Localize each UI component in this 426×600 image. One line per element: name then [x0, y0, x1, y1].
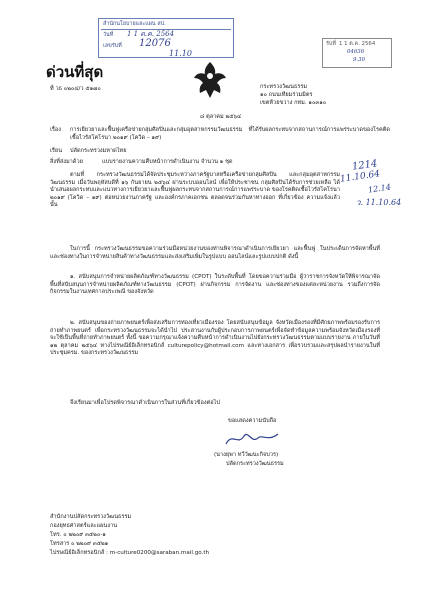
handwritten-number-3: 12.14: [367, 182, 392, 195]
stamp-right-time: 9.30: [353, 57, 366, 63]
signature: [222, 428, 282, 450]
sender-line-3: เขตห้วยขวาง กทม. ๑๐๓๑๐: [260, 100, 327, 106]
stamp-right-number: 04636: [347, 49, 365, 55]
paragraph-background: ตามที่ กระทรวงวัฒนธรรมได้จัดประชุมระหว่างภาครัฐบาลหรือเครือข่ายกลุ่มศิลปิน และกลุ่มอุตสาหกรรมวัฒนธรรม เมื่อวันพฤหัสบดีที่ ๑๖ กันยายน ๒๕๖๔ ผ่านระบบออนไลน์ เพื่อให้ประชาชน กลุ่มศิลปินได้รับการช่วยเหลือ ได้นำเสนอผลกระทบและแนวทางการเยียวยาและฟื้นฟูผลกระทบจากสถานการณ์การแพร่ระบาด ของโรคติดเชื้อไวรัสโคโรนา ๒๐๑๙ (โควิด – ๑๙) ต่อหน่วยงานภาครัฐ และองค์กรภาคเอกชน ตลอดจนร่วมกันหาทางออก ที่เกี่ยวข้อง ความแจ้งแล้ว นั้น: [50, 172, 340, 209]
stamp-right-label: รับที่: [326, 41, 336, 47]
handwritten-number-1: 1214: [351, 158, 379, 173]
stamp-receive-label: เลขรับที่: [103, 43, 122, 49]
document-date: ๘ ตุลาคม ๒๕๖๔: [200, 114, 242, 120]
subject-label: เรื่อง: [50, 127, 62, 133]
paragraph-closing-request: จึงเรียนมาเพื่อโปรดพิจารณาดำเนินการในส่วนที่เกี่ยวข้องต่อไป: [70, 400, 220, 406]
urgent-label: ด่วนที่สุด: [46, 63, 104, 81]
footer-phone: โทร. ๐ ๒๒๐๙ ๓๕๒๐-๑: [50, 532, 106, 538]
subject-text: การเยียวยาและฟื้นฟูเครือข่ายกลุ่มศิลปินและกลุ่มอุตสาหกรรมวัฒนธรรม ที่ได้รับผลกระทบจากสถานการณ์การแพร่ระบาดของโรคติดเชื้อไวรัสโคโรนา ๒๐๑๙ (โควิด – ๑๙): [70, 127, 390, 141]
stamp-date-label: วันที่: [103, 32, 114, 38]
handwritten-number-2: 11.10.64: [339, 169, 381, 185]
receive-stamp-left: [98, 18, 234, 58]
footer-email: ไปรษณีย์อิเล็กทรอนิกส์ : m-culture0200@saraban.mail.go.th: [50, 550, 210, 556]
stamp-time-value: 11.10: [169, 49, 192, 58]
stamp-right-date: 1 1 ต.ค. 2564: [339, 41, 376, 47]
footer-office: สำนักงานปลัดกระทรวงวัฒนธรรม: [50, 514, 132, 520]
to-label: เรียน: [50, 148, 63, 154]
paragraph-item-1: ๑. สนับสนุนการจำหน่ายผลิตภัณฑ์ทางวัฒนธรรม (CPOT) ในระดับพื้นที่ โดยขอความร่วมมือ ผู้ว่าราชการจังหวัดให้พิจารณาจัดพื้นที่สนับสนุนการจำหน่ายผลิตภัณฑ์ทางวัฒนธรรม (CPOT) ผ่านกิจกรรม การจัดงาน และช่องทางของแต่ละหน่วยงาน รวมถึงการจัดกิจกรรมในงานเทศกาลประเพณี ของจังหวัด: [50, 274, 380, 296]
footer-division: กองยุทธศาสตร์และแผนงาน: [50, 523, 118, 529]
closing-greeting: ขอแสดงความนับถือ: [228, 418, 277, 424]
stamp-receive-value: 12076: [139, 38, 171, 49]
garuda-emblem: [192, 60, 228, 100]
to-text: ปลัดกระทรวงมหาดไทย: [70, 148, 127, 154]
attachment-text: แบบรายงานความคืบหน้าการดำเนินงาน จำนวน ๑ ชุด: [102, 159, 233, 165]
sender-line-1: กระทรวงวัฒนธรรม: [260, 84, 308, 90]
sender-line-2: ๑๐ ถนนเทียมร่วมมิตร: [260, 92, 313, 98]
attachment-label: สิ่งที่ส่งมาด้วย: [50, 159, 83, 165]
stamp-office: สำนักนโยบายและแผน สป.: [103, 21, 166, 27]
stamp-date-value: 1 1 ต.ค. 2564: [127, 30, 175, 38]
paragraph-request: ในการนี้ กระทรวงวัฒนธรรมขอความร่วมมือหน่วยงานของท่านพิจารณาดำเนินการเยียวยา และฟื้นฟู ในประเด็นการจัดหาพื้นที่และช่องทางในการจำหน่ายสินค้าทางวัฒนธรรมและส่งเสริมเพิ่มในรูปแบบ ออนไลน์และรูปแบบปกติ ดังนี้: [50, 246, 380, 260]
signer-name: (นางยุพา ทวีวัฒนะกิจบวร): [214, 452, 279, 458]
paragraph-item-2: ๒. สนับสนุนของถ่ายภาพยนตร์เพื่อส่งเสริมการท่องเที่ยวเมืองรอง โดยสนับสนุนข้อมูล จังหวัดเมืองรองที่มีศักยภาพพร้อมรองรับการถ่ายทำภาพยนตร์ เพื่อกระทรวงวัฒนธรรมจะได้นำไป ประสานงานกับผู้ประกอบการภาพยนตร์เพื่อจัดทำข้อมูลความพร้อมจังหวัดเมืองรองที่จะใช้เป็นพื้นที่ถ่ายทำภาพยนตร์ ทั้งนี้ ขอความกรุณาแจ้งความคืบหน้าการดำเนินงานไปยังกระทรวงวัฒนธรรมตามแบบรายงาน ภายในวันที่ ๑๒ ตุลาคม ๒๕๖๔ ทางไปรษณีย์อิเล็กทรอนิกส์ culturepolicy@hotmail.com และทางเอกสาร เพื่อรวบรวมและสรุปผลนำรายงานในที่ประชุมครม. ของกระทรวงวัฒนธรรม: [50, 320, 380, 357]
handwritten-date-note: ว. 11.10.64: [356, 198, 402, 207]
receive-stamp-right: [322, 38, 392, 68]
signer-title: ปลัดกระทรวงวัฒนธรรม: [226, 461, 284, 467]
footer-fax: โทรสาร ๐ ๒๒๐๙ ๓๕๒๑: [50, 541, 109, 547]
document-number: ที่ วธ ๐๒๐๔/ว ๕๑๗๐: [50, 86, 101, 92]
